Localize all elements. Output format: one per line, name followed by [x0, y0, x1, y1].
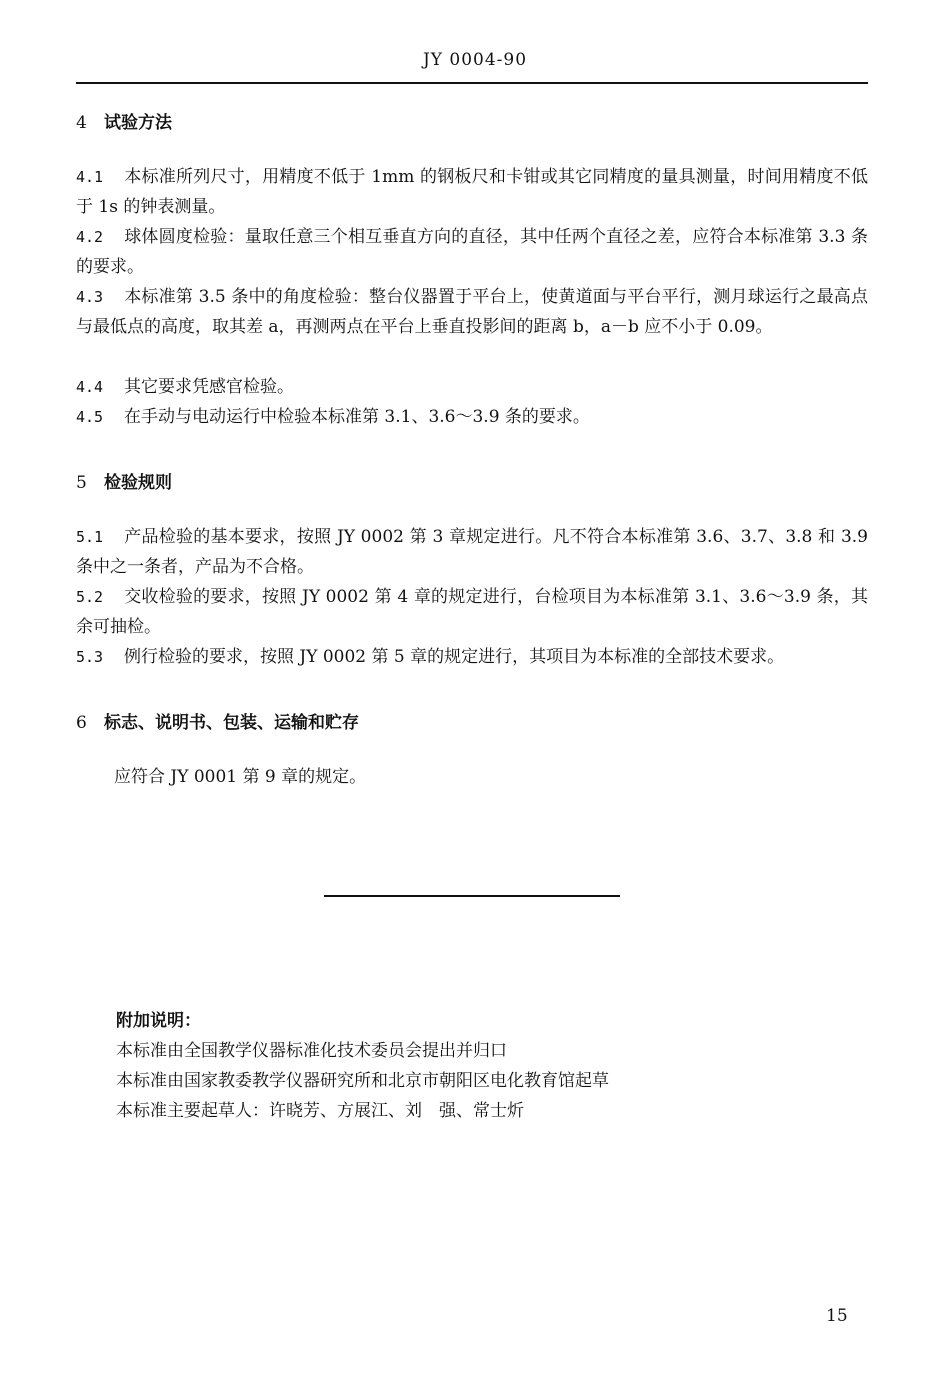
clause-4-1 — [76, 162, 868, 222]
clause-text: 交收检验的要求，按照 JY 0002 第 4 章的规定进行，台检项目为本标准第 3.1、3.6～3.9 条，其余可抽检。 — [76, 587, 868, 637]
section-4-heading — [76, 108, 868, 133]
notes-title: 附加说明： — [116, 1011, 201, 1031]
clause-text: 例行检验的要求，按照 JY 0002 第 5 章的规定进行，其项目为本标准的全部技术要求。 — [124, 647, 785, 667]
header-divider — [76, 82, 868, 84]
additional-notes — [116, 1006, 816, 1126]
page-number: 15 — [826, 1306, 848, 1326]
clause-number: 5.2 — [76, 588, 104, 606]
clause-text: 本标准所列尺寸，用精度不低于 1mm 的钢板尺和卡钳或其它同精度的量具测量，时间用精度不低于 1s 的钟表测量。 — [76, 167, 868, 217]
notes-line: 本标准由全国教学仪器标准化技术委员会提出并归口 — [116, 1041, 507, 1061]
section-5-heading — [76, 468, 868, 493]
section-number: 6 — [76, 713, 87, 733]
section-number: 5 — [76, 473, 87, 493]
section-6-heading — [76, 708, 868, 733]
section-6-text: 应符合 JY 0001 第 9 章的规定。 — [114, 767, 367, 787]
section-title: 标志、说明书、包装、运输和贮存 — [104, 713, 359, 733]
clause-text: 其它要求凭感官检验。 — [124, 377, 294, 397]
clause-number: 4.3 — [76, 288, 104, 306]
clause-number: 5.3 — [76, 648, 104, 666]
clause-number: 4.5 — [76, 408, 104, 426]
document-code-header: JY 0004-90 — [422, 50, 528, 70]
end-of-text-rule — [324, 895, 620, 897]
clause-number: 5.1 — [76, 528, 104, 546]
clause-4-5 — [76, 402, 868, 432]
clause-4-3 — [76, 282, 868, 342]
clause-4-2 — [76, 222, 868, 282]
clause-number: 4.2 — [76, 228, 104, 246]
clause-4-4 — [76, 372, 868, 402]
clause-text: 在手动与电动运行中检验本标准第 3.1、3.6～3.9 条的要求。 — [124, 407, 590, 427]
section-title: 检验规则 — [104, 473, 172, 493]
clause-text: 本标准第 3.5 条中的角度检验：整台仪器置于平台上，使黄道面与平台平行，测月球运行之最高点与最低点的高度，取其差 a，再测两点在平台上垂直投影间的距离 b，a－b 应不小于 0.09。 — [76, 287, 868, 337]
clause-number: 4.1 — [76, 168, 104, 186]
notes-line: 本标准由国家教委教学仪器研究所和北京市朝阳区电化教育馆起草 — [116, 1071, 609, 1091]
clause-5-2 — [76, 582, 868, 642]
clause-text: 产品检验的基本要求，按照 JY 0002 第 3 章规定进行。凡不符合本标准第 3.6、3.7、3.8 和 3.9 条中之一条者，产品为不合格。 — [76, 527, 868, 577]
clause-number: 4.4 — [76, 378, 104, 396]
section-title: 试验方法 — [104, 113, 172, 133]
clause-text: 球体圆度检验：量取任意三个相互垂直方向的直径，其中任两个直径之差，应符合本标准第 3.3 条的要求。 — [76, 227, 868, 277]
section-number: 4 — [76, 113, 87, 133]
clause-5-1 — [76, 522, 868, 582]
clause-5-3 — [76, 642, 868, 672]
notes-line: 本标准主要起草人：许晓芳、方展江、刘 强、常士炘 — [116, 1101, 524, 1121]
